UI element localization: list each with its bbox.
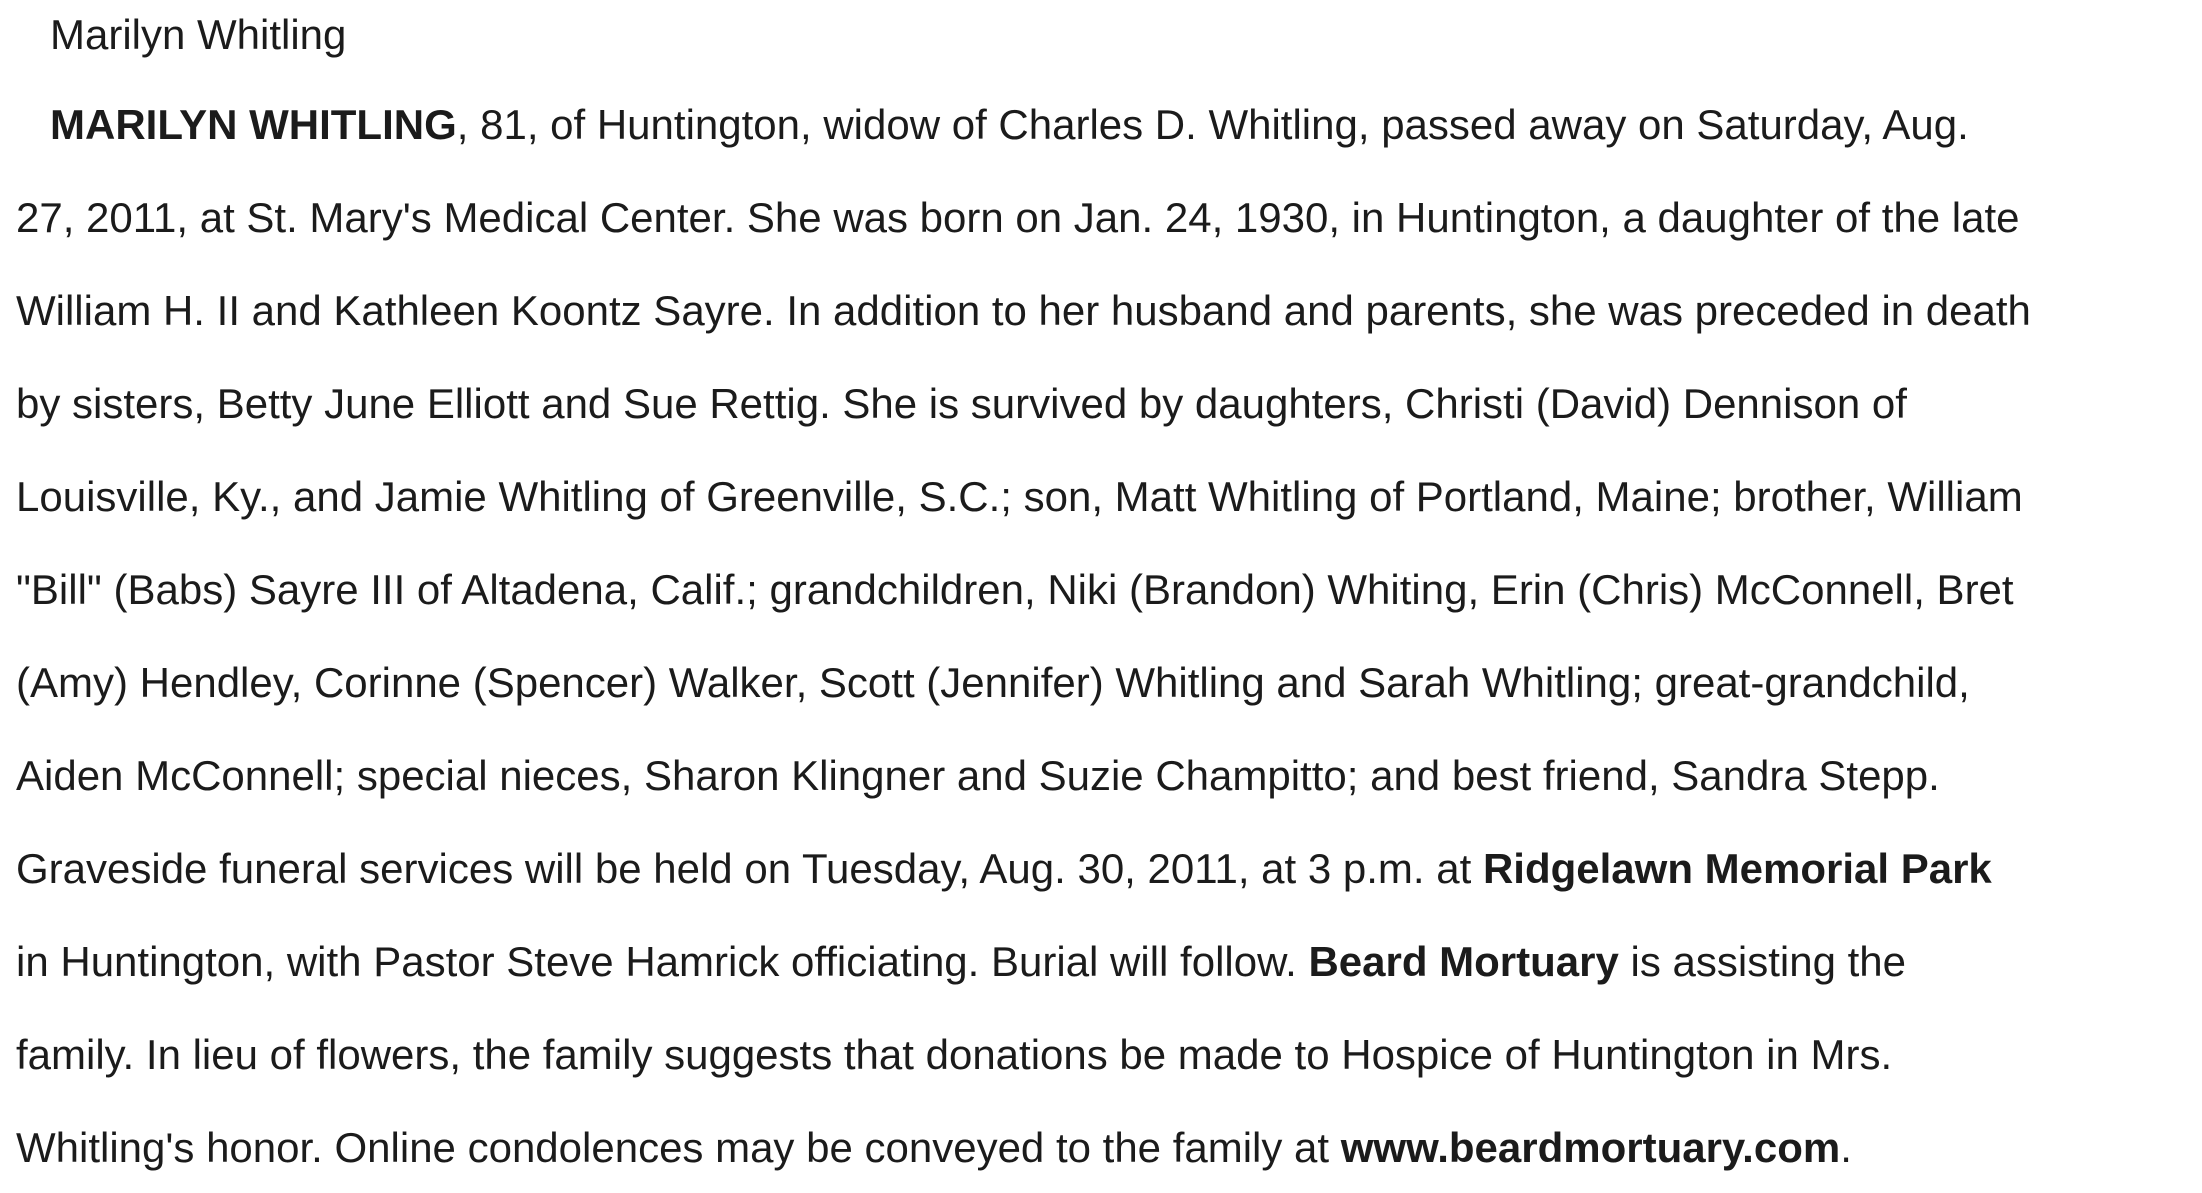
obituary-line-11: family. In lieu of flowers, the family suggests that donations be made to Hospice of Huntington in Mrs. <box>16 1031 1893 1078</box>
document-heading: Marilyn Whitling <box>50 11 347 58</box>
obituary-line-4: by sisters, Betty June Elliott and Sue Rettig. She is survived by daughters, Christi (David) Dennison of <box>16 380 1907 427</box>
deceased-name: MARILYN WHITLING <box>50 101 457 148</box>
mortuary-name: Beard Mortuary <box>1308 938 1619 985</box>
mortuary-website: www.beardmortuary.com <box>1340 1124 1841 1171</box>
obituary-line-9 <box>16 842 1992 896</box>
obituary-line-5: Louisville, Ky., and Jamie Whitling of Greenville, S.C.; son, Matt Whitling of Portland, Maine; brother, William <box>16 473 2023 520</box>
line-12-text: Whitling's honor. Online condolences may be conveyed to the family at <box>16 1124 1341 1171</box>
obituary-line-6: "Bill" (Babs) Sayre III of Altadena, Calif.; grandchildren, Niki (Brandon) Whiting, Erin (Chris) McConnell, Bret <box>16 566 2014 613</box>
obituary-line-7: (Amy) Hendley, Corinne (Spencer) Walker, Scott (Jennifer) Whitling and Sarah Whitling; great-grandchild, <box>16 659 1970 706</box>
line-9-text: Graveside funeral services will be held on Tuesday, Aug. 30, 2011, at 3 p.m. at <box>16 845 1483 892</box>
obituary-line-2: 27, 2011, at St. Mary's Medical Center. She was born on Jan. 24, 1930, in Huntington, a daughter of the late <box>16 194 2020 241</box>
line-1-text: , 81, of Huntington, widow of Charles D. Whitling, passed away on Saturday, Aug. <box>456 101 1969 148</box>
cemetery-name: Ridgelawn Memorial Park <box>1482 845 1992 892</box>
line-10-text: in Huntington, with Pastor Steve Hamrick officiating. Burial will follow. <box>16 938 1309 985</box>
obituary-line-3: William H. II and Kathleen Koontz Sayre. In addition to her husband and parents, she was preceded in death <box>16 287 2031 334</box>
line-10-end-text: is assisting the <box>1618 938 1906 985</box>
obituary-line-12 <box>16 1121 1852 1175</box>
line-12-end-text: . <box>1840 1124 1852 1171</box>
obituary-line-1 <box>50 98 1969 152</box>
obituary-line-8: Aiden McConnell; special nieces, Sharon Klingner and Suzie Champitto; and best friend, Sandra Stepp. <box>16 752 1940 799</box>
obituary-line-10 <box>16 935 1906 989</box>
